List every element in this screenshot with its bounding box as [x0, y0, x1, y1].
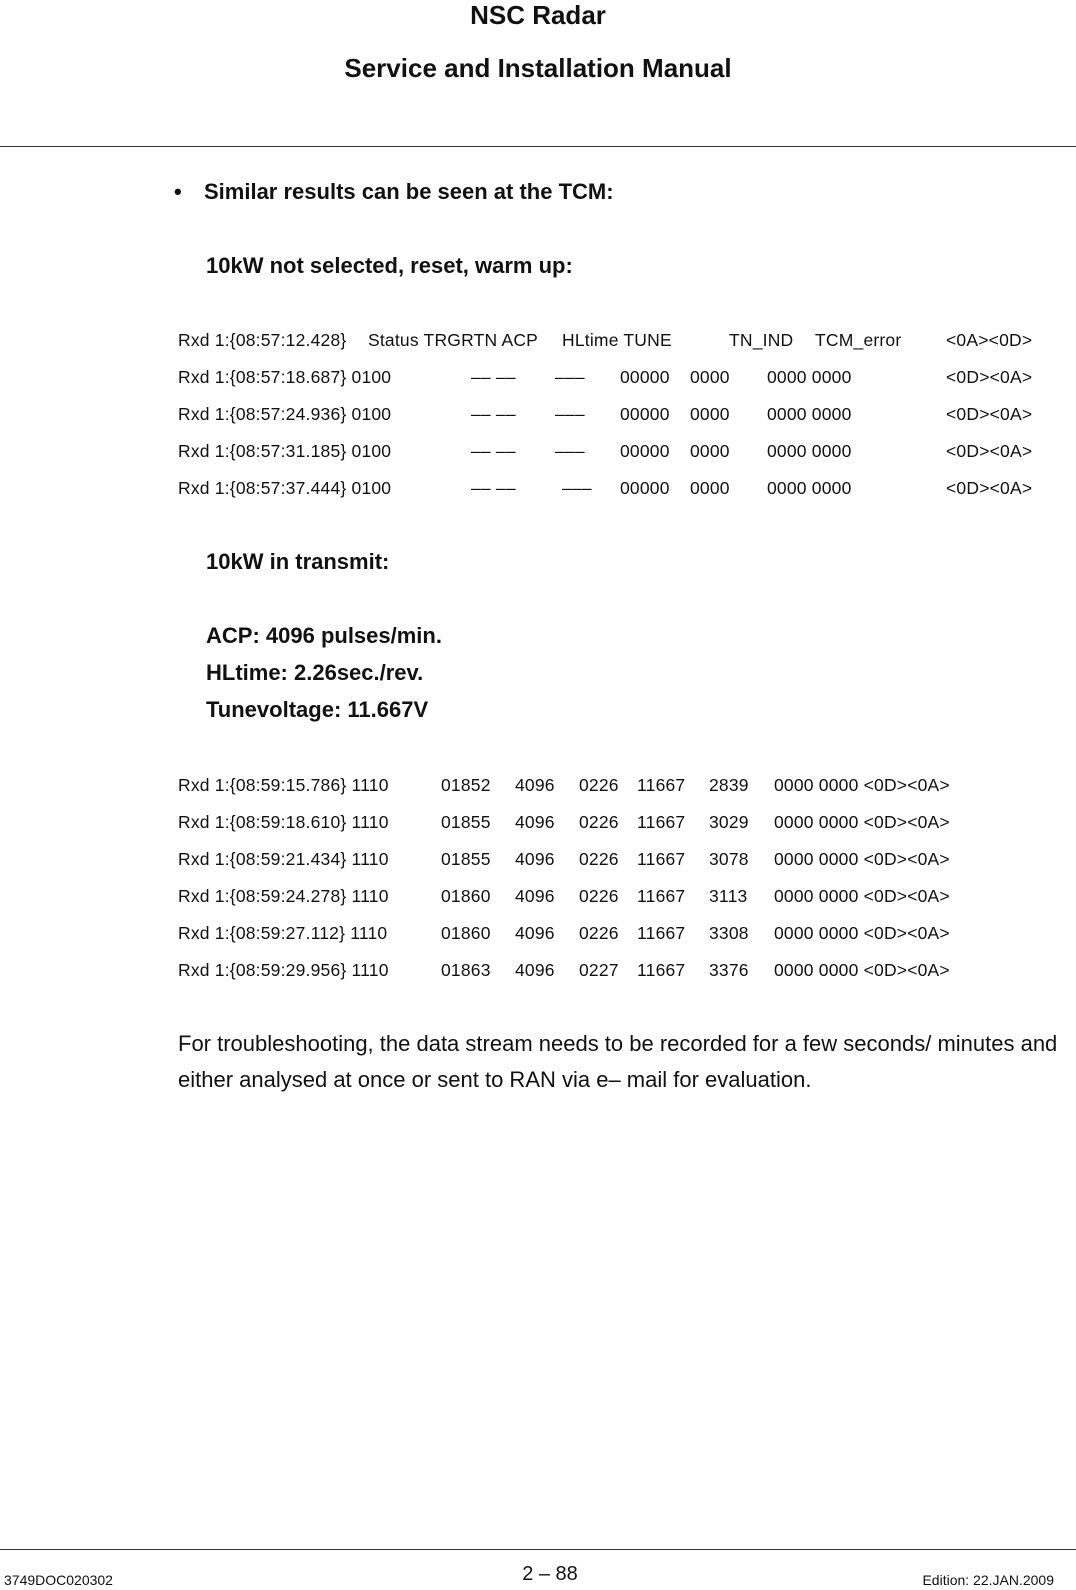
param-hltime: HLtime: 2.26sec./rev.: [206, 660, 424, 685]
log-cell: 4096: [515, 886, 555, 906]
log-cell: Rxd 1:{08:59:27.112} 1110: [178, 923, 388, 943]
log-cell: 0000 0000: [767, 404, 852, 424]
log-cell: 0000 0000 <0D><0A>: [774, 886, 950, 906]
log-cell: TCM_error: [815, 330, 902, 350]
log-cell: –– ––: [471, 404, 516, 424]
log-cell: 0000 0000 <0D><0A>: [774, 923, 950, 943]
bullet-icon: •: [174, 179, 182, 204]
log-cell: 4096: [515, 812, 555, 832]
log-cell: 2839: [709, 775, 749, 795]
log-cell: 01852: [441, 775, 491, 795]
log-cell: –– ––: [471, 441, 516, 461]
log-cell: 4096: [515, 923, 555, 943]
log-cell: Status TRGRTN ACP: [368, 330, 539, 350]
log-cell: Rxd 1:{08:57:12.428}: [178, 330, 347, 350]
footer-edition: Edition: 22.JAN.2009: [922, 1572, 1054, 1588]
log-cell: 11667: [637, 960, 686, 980]
footer-divider: [0, 1549, 1076, 1550]
log-cell: 01860: [441, 886, 491, 906]
footer-doc-id: 3749DOC020302: [4, 1572, 113, 1588]
bullet-text: Similar results can be seen at the TCM:: [204, 179, 614, 204]
log-cell: <0D><0A>: [946, 367, 1033, 387]
log-cell: 4096: [515, 775, 555, 795]
log-cell: 01863: [441, 960, 491, 980]
param-tunevoltage: Tunevoltage: 11.667V: [206, 697, 429, 722]
log-cell: 00000: [620, 441, 670, 461]
log-cell: 0000: [690, 404, 730, 424]
log-cell: 11667: [637, 886, 686, 906]
log-cell: 0226: [579, 886, 619, 906]
log-cell: <0D><0A>: [946, 441, 1033, 461]
log-cell: 0000 0000: [767, 441, 852, 461]
log-cell: 00000: [620, 404, 670, 424]
log-cell: 0226: [579, 775, 619, 795]
log-cell: –––: [555, 404, 585, 424]
log-cell: Rxd 1:{08:59:18.610} 1110: [178, 812, 389, 832]
log-cell: Rxd 1:{08:57:37.444} 0100: [178, 478, 392, 498]
troubleshooting-paragraph: For troubleshooting, the data stream needs to be recorded for a few seconds/ minutes and either analysed at once or sent to RAN via e– mail for evaluation.: [178, 1031, 1058, 1092]
log-cell: 01860: [441, 923, 491, 943]
log-cell: 11667: [637, 812, 686, 832]
log-cell: Rxd 1:{08:57:24.936} 0100: [178, 404, 392, 424]
log-cell: 0226: [579, 849, 619, 869]
log-cell: Rxd 1:{08:57:31.185} 0100: [178, 441, 392, 461]
log-cell: Rxd 1:{08:59:15.786} 1110: [178, 775, 389, 795]
log-cell: 11667: [637, 923, 686, 943]
log-cell: 0000 0000 <0D><0A>: [774, 960, 950, 980]
log-cell: 0000 0000 <0D><0A>: [774, 812, 950, 832]
section1-heading: 10kW not selected, reset, warm up:: [206, 253, 573, 278]
log-cell: 01855: [441, 812, 491, 832]
bullet-item: [174, 178, 614, 206]
log-cell: 0000: [690, 441, 730, 461]
log-cell: –– ––: [471, 478, 516, 498]
log-cell: –––: [555, 441, 585, 461]
log-cell: 11667: [637, 775, 686, 795]
log-cell: <0D><0A>: [946, 478, 1033, 498]
log-cell: Rxd 1:{08:57:18.687} 0100: [178, 367, 392, 387]
log-cell: 4096: [515, 960, 555, 980]
log-cell: 0000 0000: [767, 367, 852, 387]
log-cell: 0227: [579, 960, 619, 980]
log-cell: 0000 0000 <0D><0A>: [774, 775, 950, 795]
log-cell: 0000 0000 <0D><0A>: [774, 849, 950, 869]
page-subtitle: Service and Installation Manual: [344, 53, 732, 83]
log-cell: 0000: [690, 478, 730, 498]
section2-heading: 10kW in transmit:: [206, 549, 390, 574]
log-cell: 3308: [709, 923, 749, 943]
log-cell: <0D><0A>: [946, 404, 1033, 424]
log-cell: Rxd 1:{08:59:21.434} 1110: [178, 849, 389, 869]
log-cell: 3078: [709, 849, 749, 869]
log-cell: 01855: [441, 849, 491, 869]
header-divider: [0, 146, 1076, 147]
log-cell: –––: [562, 478, 592, 498]
page-title: NSC Radar: [470, 0, 606, 30]
log-cell: Rxd 1:{08:59:29.956} 1110: [178, 960, 389, 980]
log-cell: TN_IND: [729, 330, 794, 350]
log-cell: 3029: [709, 812, 749, 832]
log-cell: 3113: [709, 886, 748, 906]
log-cell: 11667: [637, 849, 686, 869]
log-cell: 0226: [579, 923, 619, 943]
log-cell: –––: [555, 367, 585, 387]
param-acp: ACP: 4096 pulses/min.: [206, 623, 442, 648]
log-cell: 00000: [620, 478, 670, 498]
log-cell: <0A><0D>: [946, 330, 1033, 350]
log-cell: 00000: [620, 367, 670, 387]
log-cell: 3376: [709, 960, 749, 980]
log-cell: 0000: [690, 367, 730, 387]
log-cell: –– ––: [471, 367, 516, 387]
log-cell: 4096: [515, 849, 555, 869]
footer-page-number: 2 – 88: [522, 1563, 578, 1585]
log-cell: 0226: [579, 812, 619, 832]
log-cell: Rxd 1:{08:59:24.278} 1110: [178, 886, 389, 906]
log-cell: HLtime TUNE: [562, 330, 672, 350]
log-cell: 0000 0000: [767, 478, 852, 498]
